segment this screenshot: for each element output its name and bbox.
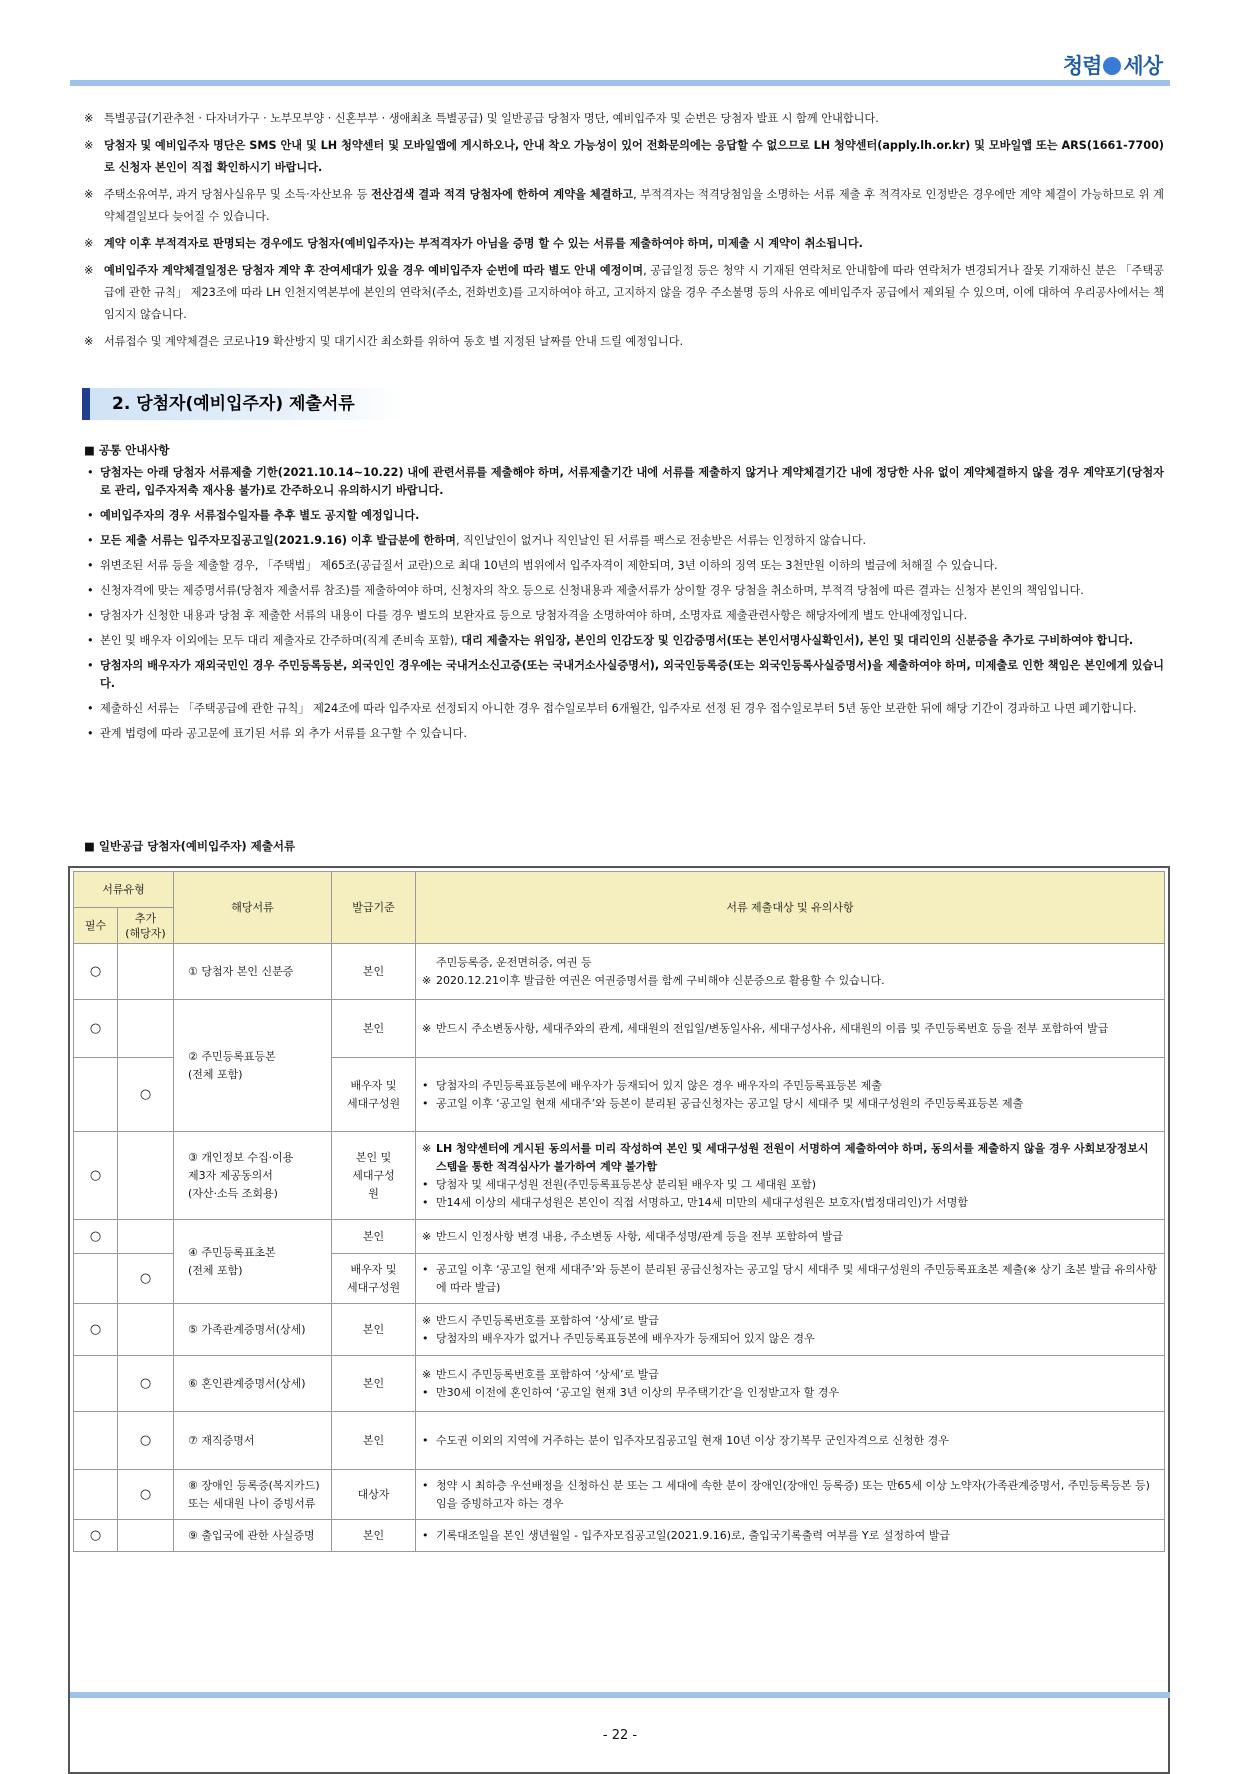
- guidance-item: [84, 725, 1164, 743]
- note-line: [422, 1228, 1158, 1246]
- notice-list: [84, 108, 1164, 358]
- note-text: 공고일 이후 ‘공고일 현재 세대주’와 등본이 분리된 공급신청자는 공고일 당시 세대주 및 세대구성원의 주민등록표초본 제출(※ 상기 초본 발급 유의사항에 따라 발급): [436, 1262, 1158, 1294]
- required-mark: [74, 1470, 118, 1520]
- additional-mark: ○: [118, 1058, 174, 1132]
- header-required: 필수: [74, 908, 118, 944]
- footer-rule: [70, 1692, 1170, 1698]
- table-row: [74, 1304, 1165, 1356]
- guidance-item: [84, 607, 1164, 625]
- table-row: [74, 1412, 1165, 1470]
- table-title: ■ 일반공급 당첨자(예비입주자) 제출서류: [84, 839, 296, 853]
- bullet-icon: •: [87, 534, 94, 547]
- submission-notes: [416, 1470, 1165, 1520]
- header-notes: 서류 제출대상 및 유의사항: [416, 872, 1165, 944]
- note-line: [422, 972, 1158, 990]
- required-mark: ○: [74, 1132, 118, 1220]
- note-text: 만30세 이전에 혼인하여 ‘공고일 현재 3년 이상의 무주택기간’을 인정받고자 할 경우: [436, 1385, 839, 1399]
- common-guidance: [84, 442, 1164, 750]
- note-line: [422, 1384, 1158, 1402]
- reference-mark-icon: ※: [84, 112, 94, 125]
- note-mark-icon: •: [422, 1078, 429, 1092]
- guidance-item: [84, 582, 1164, 600]
- bullet-icon: •: [87, 509, 94, 522]
- reference-mark-icon: ※: [84, 335, 94, 348]
- text-segment: 관계 법령에 따라 공고문에 표기된 서류 외 추가 서류를 요구할 수 있습니다.: [100, 727, 467, 740]
- text-segment: 대리 제출자는 위임장, 본인의 인감도장 및 인감증명서(또는 본인서명사실확인서), 본인 및 대리인의 신분증을 추가로 구비하여야 합니다.: [461, 634, 1134, 647]
- note-text: 주민등록증, 운전면허증, 여권 등: [436, 955, 592, 969]
- text-segment: 신청자격에 맞는 제증명서류(당첨자 제출서류 참조)를 제출하여야 하며, 신청자의 착오 등으로 신청내용과 제출서류가 상이할 경우 당첨을 취소하며, 부적격 당첨에 따른 결과는 신청자 본인의 책임입니다.: [100, 584, 1084, 597]
- note-line: [422, 1366, 1158, 1384]
- submission-notes: [416, 1254, 1165, 1304]
- text-segment: , 부적격자는 적격당첨임을 소명하는 서류 제출 후 적격자로 인정받은 경우에만 계약 체결이 가능하므로 위 계약체결일보다 늦어질 수 있습니다.: [104, 188, 1164, 223]
- guidance-item: [84, 464, 1164, 500]
- document-name: ⑥ 혼인관계증명서(상세): [174, 1356, 332, 1412]
- required-mark: [74, 1356, 118, 1412]
- note-line: [422, 1312, 1158, 1330]
- note-line: [422, 1261, 1158, 1297]
- guidance-item: [84, 632, 1164, 650]
- additional-mark: [118, 1132, 174, 1220]
- notice-item: [84, 331, 1164, 353]
- submission-notes: [416, 1356, 1165, 1412]
- required-mark: ○: [74, 1000, 118, 1058]
- submission-notes: [416, 1220, 1165, 1254]
- issue-basis: 본인: [332, 1000, 416, 1058]
- note-text: 당첨자의 배우자가 없거나 주민등록표등본에 배우자가 등재되어 있지 않은 경우: [436, 1331, 815, 1345]
- note-line: [422, 1176, 1158, 1194]
- page-number: - 22 -: [602, 1728, 638, 1743]
- note-line: [422, 1477, 1158, 1513]
- note-text: 반드시 주소변동사항, 세대주와의 관계, 세대원의 전입일/변동일사유, 세대구성사유, 세대원의 이름 및 주민등록번호 등을 전부 포함하여 발급: [436, 1021, 1109, 1035]
- submission-notes: [416, 944, 1165, 1000]
- note-text: 당첨자 및 세대구성원 전원(주민등록표등본상 분리된 배우자 및 그 세대원 포함): [436, 1177, 817, 1191]
- issue-basis: 배우자 및 세대구성원: [332, 1058, 416, 1132]
- note-mark-icon: •: [422, 1195, 429, 1209]
- text-segment: 예비입주자 계약체결일정은 당첨자 계약 후 잔여세대가 있을 경우 예비입주자 순번에 따라 별도 안내 예정이며: [104, 264, 644, 277]
- note-line: [422, 1020, 1158, 1038]
- issue-basis: 본인: [332, 1220, 416, 1254]
- text-segment: 당첨자가 신청한 내용과 당첨 후 제출한 서류의 내용이 다를 경우 별도의 보완자료 등으로 당첨자격을 소명하여야 하며, 소명자료 제출관련사항은 해당자에게 별도 안내예정입니다.: [100, 609, 968, 622]
- text-segment: 위변조된 서류 등을 제출할 경우, 「주택법」 제65조(공급질서 교란)으로 최대 10년의 범위에서 입주자격이 제한되며, 3년 이하의 징역 또는 3천만원 이하의 벌금에 처해질 수 있습니다.: [100, 559, 998, 572]
- note-mark-icon: ※: [422, 1141, 432, 1155]
- additional-mark: ○: [118, 1356, 174, 1412]
- guidance-item: [84, 532, 1164, 550]
- required-mark: [74, 1254, 118, 1304]
- submission-notes: [416, 1304, 1165, 1356]
- additional-mark: ○: [118, 1470, 174, 1520]
- required-mark: [74, 1412, 118, 1470]
- document-name: ⑨ 출입국에 관한 사실증명: [174, 1520, 332, 1552]
- note-text: 만14세 이상의 세대구성원은 본인이 직접 서명하고, 만14세 미만의 세대구성원은 보호자(법정대리인)가 서명함: [436, 1195, 968, 1209]
- bullet-icon: •: [87, 584, 94, 597]
- note-text: 반드시 주민등록번호를 포함하여 ‘상세’로 발급: [436, 1313, 659, 1327]
- issue-basis: 본인: [332, 1520, 416, 1552]
- submission-notes: [416, 1000, 1165, 1058]
- logo: 청렴 세상: [1062, 53, 1162, 78]
- header-additional: 추가 (해당자): [118, 908, 174, 944]
- text-segment: 서류접수 및 계약체결은 코로나19 확산방지 및 대기시간 최소화를 위하여 동호 별 지정된 날짜를 안내 드릴 예정입니다.: [104, 335, 684, 348]
- issue-basis: 본인 및 세대구성 원: [332, 1132, 416, 1220]
- submission-notes: [416, 1132, 1165, 1220]
- note-mark-icon: ※: [422, 1021, 432, 1035]
- document-name: ⑤ 가족관계증명서(상세): [174, 1304, 332, 1356]
- table-row: [74, 1356, 1165, 1412]
- note-text: 기록대조일을 본인 생년월일 - 입주자모집공고일(2021.9.16)로, 출입국기록출력 여부를 Y로 설정하여 발급: [436, 1528, 951, 1542]
- header-issue-basis: 발급기준: [332, 872, 416, 944]
- header-document: 해당서류: [174, 872, 332, 944]
- table-row: [74, 1132, 1165, 1220]
- document-name: ② 주민등록표등본 (전체 포함): [174, 1000, 332, 1132]
- note-text: 청약 시 최하층 우선배정을 신청하신 분 또는 그 세대에 속한 분이 장애인(장애인 등록증) 또는 만65세 이상 노약자(가족관계증명서, 주민등록등본 등)임을 증빙하고자 하는 경우: [436, 1478, 1150, 1510]
- note-text: 반드시 인정사항 변경 내용, 주소변동 사항, 세대주성명/관계 등을 전부 포함하여 발급: [436, 1229, 843, 1243]
- bullet-icon: •: [87, 634, 94, 647]
- note-mark-icon: •: [422, 1177, 429, 1191]
- issue-basis: 대상자: [332, 1470, 416, 1520]
- notice-item: [84, 135, 1164, 179]
- bullet-icon: •: [87, 609, 94, 622]
- note-line: [422, 1194, 1158, 1212]
- table-row: [74, 944, 1165, 1000]
- table-row: [74, 1000, 1165, 1058]
- note-mark-icon: ※: [422, 973, 432, 987]
- issue-basis: 본인: [332, 1412, 416, 1470]
- note-text: 공고일 이후 ‘공고일 현재 세대주’와 등본이 분리된 공급신청자는 공고일 당시 세대주 및 세대구성원의 주민등록표등본 제출: [436, 1096, 1024, 1110]
- issue-basis: 본인: [332, 1304, 416, 1356]
- text-segment: , 공급일정 등은 청약 시 기재된 연락처로 안내함에 따라 연락처가 변경되거나 잘못 기재하신 분은 「주택공급에 관한 규칙」 제23조에 따라 LH 인천지역본부에 본인의 연락처(주소, 전화번호)를 고지하여야 하고, 고지하지 않을 경우 주소불명 등의 사유로 예비입주자 공급에서 제외될 수 있으며, 이에 대하여 우리공사에서는 책임지지 않습니다.: [104, 264, 1164, 321]
- notice-item: [84, 108, 1164, 130]
- text-segment: 계약 이후 부적격자로 판명되는 경우에도 당첨자(예비입주자)는 부적격자가 아님을 증명 할 수 있는 서류를 제출하여야 하며, 미제출 시 계약이 취소됩니다.: [104, 237, 863, 250]
- note-mark-icon: •: [422, 1528, 429, 1542]
- note-mark-icon: •: [422, 1478, 429, 1492]
- section-title: 2. 당첨자(예비입주자) 제출서류: [82, 388, 402, 420]
- reference-mark-icon: ※: [84, 237, 94, 250]
- text-segment: 예비입주자의 경우 서류접수일자를 추후 별도 공지할 예정입니다.: [100, 509, 420, 522]
- note-line: [422, 1527, 1158, 1545]
- text-segment: 제출하신 서류는 「주택공급에 관한 규칙」 제24조에 따라 입주자로 선정되지 아니한 경우 접수일로부터 6개월간, 입주자로 선정 된 경우 접수일로부터 5년 동안 보관한 뒤에 해당 기간이 경과하고 나면 폐기합니다.: [100, 702, 1137, 715]
- bullet-icon: •: [87, 702, 94, 715]
- common-guidance-list: [84, 464, 1164, 743]
- guidance-item: [84, 657, 1164, 693]
- text-segment: 당첨자는 아래 당첨자 서류제출 기한(2021.10.14~10.22) 내에 관련서류를 제출해야 하며, 서류제출기간 내에 서류를 제출하지 않거나 계약체결기간 내에 정당한 사유 없이 계약체결하지 않을 경우 계약포기(당첨자로 관리, 입주자저축 재사용 불가)로 간주하오니 유의하시기 바랍니다.: [100, 466, 1164, 497]
- table-row: [74, 1470, 1165, 1520]
- reference-mark-icon: ※: [84, 264, 94, 277]
- submission-notes: [416, 1520, 1165, 1552]
- note-text: 당첨자의 주민등록표등본에 배우자가 등재되어 있지 않은 경우 배우자의 주민등록표등본 제출: [436, 1078, 882, 1092]
- required-mark: [74, 1058, 118, 1132]
- submission-notes: [416, 1412, 1165, 1470]
- note-mark-icon: ※: [422, 1313, 432, 1327]
- guidance-item: [84, 507, 1164, 525]
- table-row: [74, 1520, 1165, 1552]
- logo-emblem-icon: [1103, 57, 1121, 75]
- additional-mark: [118, 1304, 174, 1356]
- note-line: [422, 1077, 1158, 1095]
- additional-mark: ○: [118, 1254, 174, 1304]
- header-doc-type: 서류유형: [74, 872, 174, 908]
- notice-item: [84, 184, 1164, 228]
- bullet-icon: •: [87, 559, 94, 572]
- text-segment: 특별공급(기관추천 · 다자녀가구 · 노부모부양 · 신혼부부 · 생애최초 특별공급) 및 일반공급 당첨자 명단, 예비입주자 및 순번은 당첨자 발표 시 함께 안내합니다.: [104, 112, 879, 125]
- note-mark-icon: •: [422, 1433, 429, 1447]
- note-mark-icon: ※: [422, 1367, 432, 1381]
- note-mark-icon: ※: [422, 1229, 432, 1243]
- required-mark: ○: [74, 944, 118, 1000]
- bullet-icon: •: [87, 727, 94, 740]
- additional-mark: [118, 1220, 174, 1254]
- required-mark: ○: [74, 1220, 118, 1254]
- note-line: [422, 1095, 1158, 1113]
- text-segment: 당첨자의 배우자가 재외국민인 경우 주민등록등본, 외국인인 경우에는 국내거소신고증(또는 국내거소사실증명서), 외국인등록증(또는 외국인등록사실증명서)을 제출하여야 하며, 미제출로 인한 책임은 본인에게 있습니다.: [100, 659, 1164, 690]
- text-segment: 당첨자 및 예비입주자 명단은 SMS 안내 및 LH 청약센터 및 모바일앱에 게시하오나, 안내 착오 가능성이 있어 전화문의에는 응답할 수 없으므로 LH 청약센터(apply.lh.or.kr) 및 모바일앱 또는 ARS(1661-7700)로 신청자 본인이 직접 확인하시기 바랍니다.: [104, 139, 1164, 174]
- required-mark: ○: [74, 1304, 118, 1356]
- bullet-icon: •: [87, 659, 94, 672]
- note-mark-icon: •: [422, 1262, 429, 1276]
- guidance-item: [84, 557, 1164, 575]
- note-mark-icon: •: [422, 1096, 429, 1110]
- bullet-icon: •: [87, 466, 94, 479]
- note-mark-icon: •: [422, 1331, 429, 1345]
- table-row: [74, 1220, 1165, 1254]
- note-line: [422, 1140, 1158, 1176]
- reference-mark-icon: ※: [84, 139, 94, 152]
- text-segment: 주택소유여부, 과거 당첨사실유무 및 소득·자산보유 등: [104, 188, 372, 201]
- text-segment: , 직인날인이 없거나 직인날인 된 서류를 팩스로 전송받은 서류는 인정하지 않습니다.: [455, 534, 867, 547]
- note-text: LH 청약센터에 게시된 동의서를 미리 작성하여 본인 및 세대구성원 전원이 서명하여 제출하여야 하며, 동의서를 제출하지 않을 경우 사회보장정보시스템을 통한 적격심사가 불가하여 계약 불가함: [436, 1141, 1149, 1173]
- issue-basis: 본인: [332, 1356, 416, 1412]
- header-rule: [70, 80, 1170, 86]
- document-name: ⑦ 재직증명서: [174, 1412, 332, 1470]
- document-name: ① 당첨자 본인 신분증: [174, 944, 332, 1000]
- text-segment: 모든 제출 서류는 입주자모집공고일(2021.9.16) 이후 발급분에 한하며: [100, 534, 456, 547]
- reference-mark-icon: ※: [84, 188, 94, 201]
- submission-notes: [416, 1058, 1165, 1132]
- common-guidance-heading: ■ 공통 안내사항: [84, 443, 170, 457]
- documents-table-frame: [68, 866, 1170, 1774]
- note-text: 수도권 이외의 지역에 거주하는 분이 입주자모집공고일 현재 10년 이상 장기복무 군인자격으로 신청한 경우: [436, 1433, 949, 1447]
- additional-mark: ○: [118, 1412, 174, 1470]
- required-mark: ○: [74, 1520, 118, 1552]
- note-text: 2020.12.21이후 발급한 여권은 여권증명서를 함께 구비해야 신분증으로 활용할 수 있습니다.: [436, 973, 885, 987]
- additional-mark: [118, 944, 174, 1000]
- note-line: [422, 954, 1158, 972]
- document-name: ⑧ 장애인 등록증(복지카드) 또는 세대원 나이 증빙서류: [174, 1470, 332, 1520]
- text-segment: 전산검색 결과 적격 당첨자에 한하여 계약을 체결하고: [371, 188, 634, 201]
- note-line: [422, 1432, 1158, 1450]
- guidance-item: [84, 700, 1164, 718]
- notice-item: [84, 233, 1164, 255]
- note-mark-icon: •: [422, 1385, 429, 1399]
- issue-basis: 배우자 및 세대구성원: [332, 1254, 416, 1304]
- document-name: ④ 주민등록표초본 (전체 포함): [174, 1220, 332, 1304]
- issue-basis: 본인: [332, 944, 416, 1000]
- notice-item: [84, 260, 1164, 326]
- note-text: 반드시 주민등록번호를 포함하여 ‘상세’로 발급: [436, 1367, 659, 1381]
- documents-table: [73, 871, 1165, 1552]
- additional-mark: [118, 1520, 174, 1552]
- document-name: ③ 개인정보 수집·이용 제3자 제공동의서 (자산·소득 조회용): [174, 1132, 332, 1220]
- note-line: [422, 1330, 1158, 1348]
- additional-mark: [118, 1000, 174, 1058]
- text-segment: 본인 및 배우자 이외에는 모두 대리 제출자로 간주하며(직계 존비속 포함),: [100, 634, 462, 647]
